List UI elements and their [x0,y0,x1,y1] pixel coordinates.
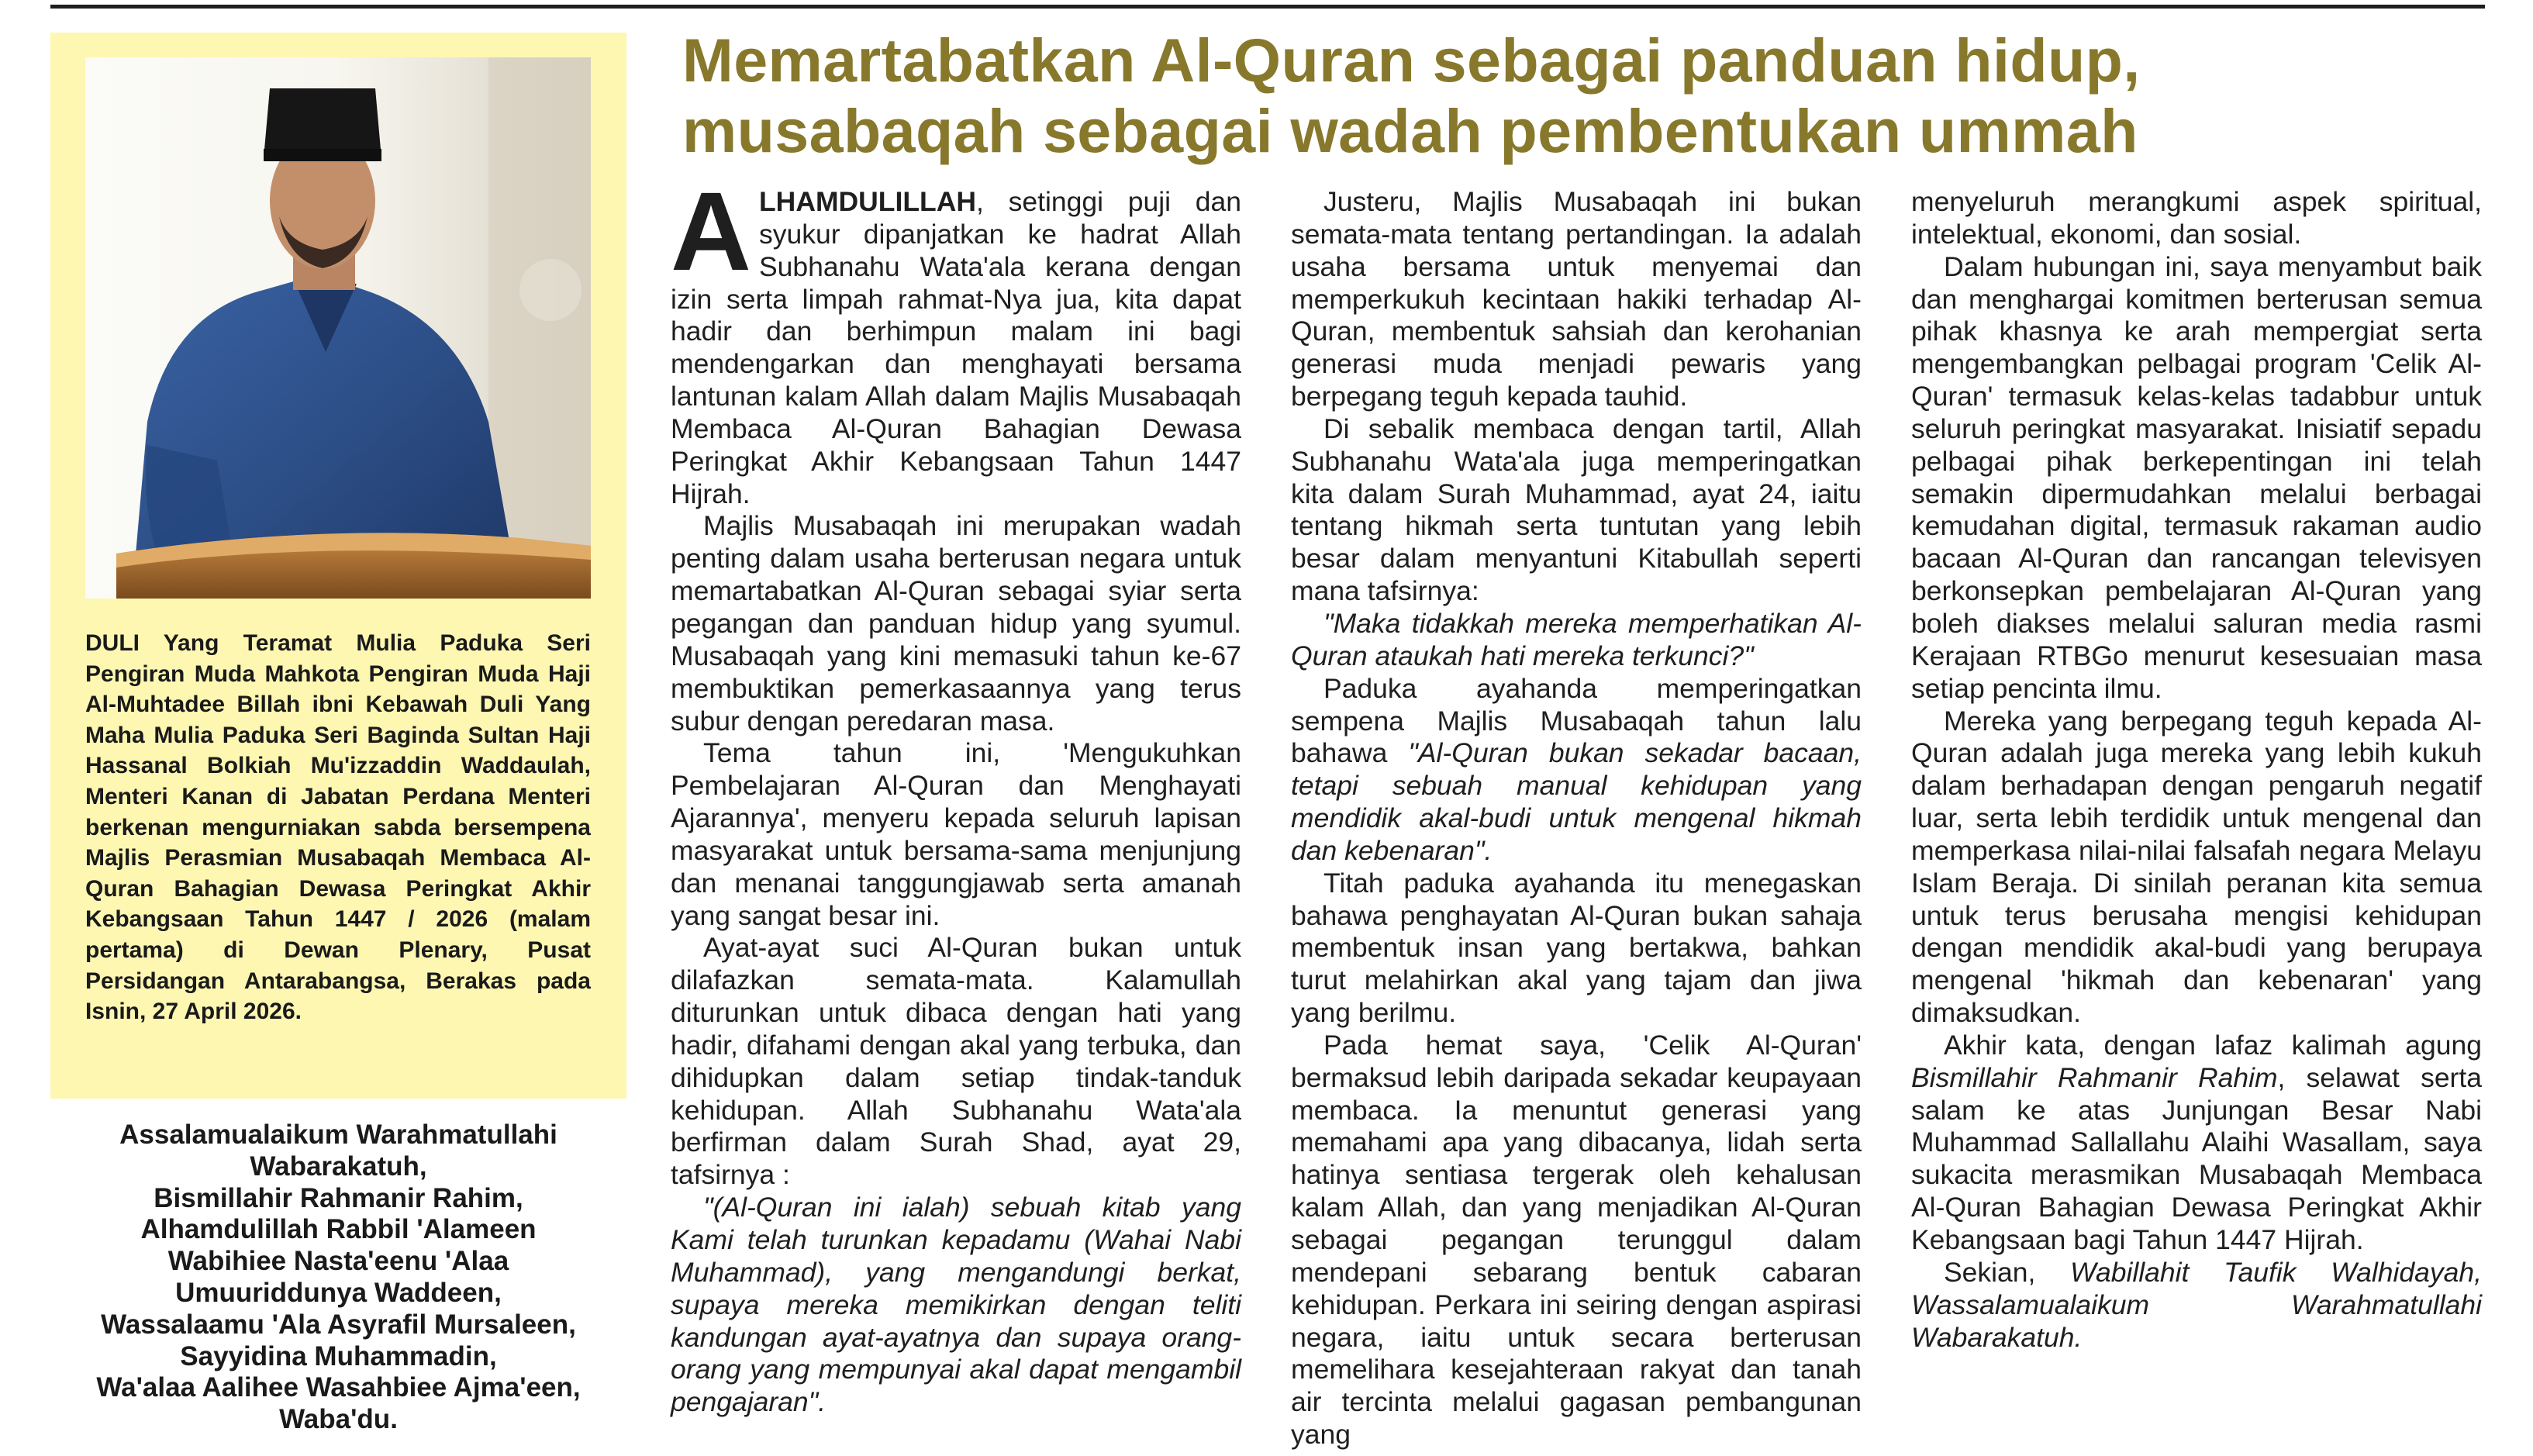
paragraph: Pada hemat saya, 'Celik Al-Quran' bermaksud lebih daripada sekadar keupayaan membaca. Ia menuntut generasi yang memahami apa yang dibacanya, lidah serta hatinya sentiasa tergerak oleh kehalusan kalam Allah, dan yang menjadikan Al-Quran sebagai pegangan terunggul dalam mendepani sebarang bentuk cabaran kehidupan. Perkara ini seiring dengan aspirasi negara, iaitu untuk secara berterusan memelihara kesejahteraan rakyat dan tanah air tercinta melalui gagasan pembangunan yang [1291,1029,1862,1451]
salutation-line: Wabarakatuh, [250,1151,427,1182]
quote: "(Al-Quran ini ialah) sebuah kitab yang Kami telah turunkan kepadamu (Wahai Nabi Muhammad), yang mengandungi berkat, supaya mereka memikirkan dengan teliti kandungan ayat-ayatnya dan supaya orang-orang yang mempunyai akal dapat mengambil pengajaran". [671,1192,1241,1418]
salutation-line: Waba'du. [279,1404,398,1435]
headline-line-2: musabaqah sebagai wadah pembentukan ummah [682,96,2138,165]
headline [682,25,2481,166]
quote: "Maka tidakkah mereka memperhatikan Al-Quran ataukah hati mereka terkunci?" [1291,607,1862,671]
paragraph: Akhir kata, dengan lafaz kalimah agung Bismillahir Rahmanir Rahim, selawat serta salam ke atas Junjungan Besar Nabi Muhammad Sallallahu Alaihi Wasallam, saya sukacita merasmikan Musabaqah Membaca Al-Quran Bahagian Dewasa Peringkat Akhir Kebangsaan bagi Tahun 1447 Hijrah. [1911,1029,2482,1255]
paragraph-continued: menyeluruh merangkumi aspek spiritual, intelektual, ekonomi, dan sosial. [1911,186,2482,250]
article-column-1 [671,169,1241,1419]
salutation-line: Wa'alaa Aalihee Wasahbiee Ajma'een, [96,1372,581,1403]
salutation-line: Wabihiee Nasta'eenu 'Alaa [167,1246,509,1277]
closing-paragraph: Sekian, Wabillahit Taufik Walhidayah, Wassalamualaikum Warahmatullahi Wabarakatuh. [1911,1256,2482,1353]
paragraph: Di sebalik membaca dengan tartil, Allah Subhanahu Wata'ala juga memperingatkan kita dalam Surah Muhammad, ayat 24, iaitu tentang hikmah serta tuntutan yang lebih besar dalam menyantuni Kitabullah seperti mana tafsirnya: [1291,412,1862,607]
article-column-3 [1911,186,2482,1354]
portrait-photo [85,57,591,599]
paragraph: Mereka yang berpegang teguh kepada Al-Quran adalah juga mereka yang lebih kukuh dalam berhadapan dengan pengaruh negatif luar, serta lebih terdidik untuk mengenal dan memperkasa nilai-nilai falsafah negara Melayu Islam Beraja. Di sinilah peranan kita semua untuk terus berusaha mengisi kehidupan dengan mendidik akal-budi yang berupaya mengenal 'hikmah dan kebenaran' yang dimaksudkan. [1911,705,2482,1029]
paragraph: Dalam hubungan ini, saya menyambut baik dan menghargai komitmen berterusan semua pihak khasnya ke arah mempergiat serta mengembangkan pelbagai program 'Celik Al-Quran' termasuk kelas-kelas tadabbur untuk seluruh peringkat masyarakat. Inisiatif sepadu pelbagai pihak berkepentingan ini telah semakin dipermudahkan melalui berbagai kemudahan digital, termasuk rakaman audio bacaan Al-Quran dan rancangan televisyen berkonsepkan pembelajaran Al-Quran yang boleh diakses melalui saluran media rasmi Kerajaan RTBGo menurut kesesuaian masa setiap pencinta ilmu. [1911,250,2482,704]
paragraph: Ayat-ayat suci Al-Quran bukan untuk dilafazkan semata-mata. Kalamullah diturunkan untuk dibaca dengan hati yang hadir, difahami dengan akal yang terbuka, dan dihidupkan dalam setiap tindak-tanduk kehidupan. Allah Subhanahu Wata'ala berfirman dalam Surah Shad, ayat 29, tafsirnya : [671,932,1241,1191]
salutation-line: Wassalaamu 'Ala Asyrafil Mursaleen, [101,1309,576,1340]
salutation-block [50,1120,626,1436]
salutation-line: Alhamdulillah Rabbil 'Alameen [140,1214,537,1245]
salutation-line: Bismillahir Rahmanir Rahim, [154,1182,523,1213]
paragraph: ALHAMDULILLAH, setinggi puji dan syukur dipanjatkan ke hadrat Allah Subhanahu Wata'ala kerana dengan izin serta limpah rahmat-Nya jua, kita dapat hadir dan berhimpun malam ini bagi mendengarkan dan menghayati bersama lantunan kalam Allah dalam Majlis Musabaqah Membaca Al-Quran Bahagian Dewasa Peringkat Akhir Kebangsaan Tahun 1447 Hijrah. [671,169,1241,509]
top-rule [50,5,2485,9]
paragraph: Titah paduka ayahanda itu menegaskan bahawa penghayatan Al-Quran bukan sahaja membentuk insan yang bertakwa, bahkan turut melahirkan akal yang tajam dan jiwa yang berilmu. [1291,867,1862,1029]
headline-line-1: Memartabatkan Al-Quran sebagai panduan hidup, [682,26,2141,95]
salutation-line: Assalamualaikum Warahmatullahi [119,1120,557,1150]
paragraph: Tema tahun ini, 'Mengukuhkan Pembelajaran Al-Quran dan Menghayati Ajarannya', menyeru kepada seluruh lapisan masyarakat untuk bersama-sama menjunjung dan menanai tanggungjawab serta amanah yang sangat besar ini. [671,737,1241,931]
paragraph: Paduka ayahanda memperingatkan sempena Majlis Musabaqah tahun lalu bahawa "Al-Quran bukan sekadar bacaan, tetapi sebuah manual kehidupan yang mendidik akal-budi untuk mengenal hikmah dan kebenaran". [1291,672,1862,866]
salutation-line: Umuuriddunya Waddeen, [175,1277,502,1308]
salutation-line: Sayyidina Muhammadin, [180,1340,497,1371]
lead-word: LHAMDULILLAH [759,186,976,217]
photo-sidebar [50,33,626,1099]
photo-caption: DULI Yang Teramat Mulia Paduka Seri Pengiran Muda Mahkota Pengiran Muda Haji Al-Muhtadee Billah ibni Kebawah Duli Yang Maha Mulia Paduka Seri Baginda Sultan Haji Hassanal Bolkiah Mu'izzaddin Waddaulah, Menteri Kanan di Jabatan Perdana Menteri berkenan mengurniakan sabda bersempena Majlis Perasmian Musabaqah Membaca Al-Quran Bahagian Dewasa Peringkat Akhir Kebangsaan Tahun 1447 / 2026 (malam pertama) di Dewan Plenary, Pusat Persidangan Antarabangsa, Berakas pada Isnin, 27 April 2026. [85,630,591,1025]
quote-inline: "Al-Quran bukan sekadar bacaan, tetapi sebuah manual kehidupan yang mendidik akal-budi untuk mengenal hikmah dan kebenaran". [1291,737,1862,866]
paragraph: Justeru, Majlis Musabaqah ini bukan semata-mata tentang pertandingan. Ia adalah usaha bersama untuk menyemai dan memperkukuh kecintaan hakiki terhadap Al-Quran, membentuk sahsiah dan kerohanian generasi muda menjadi pewaris yang berpegang teguh kepada tauhid. [1291,186,1862,412]
paragraph: Majlis Musabaqah ini merupakan wadah penting dalam usaha berterusan negara untuk memartabatkan Al-Quran sebagai syiar serta pegangan dan panduan hidup yang syumul. Musabaqah yang kini memasuki tahun ke-67 membuktikan pemerkasaannya yang terus subur dengan peredaran masa. [671,510,1241,737]
portrait-at-podium-icon [85,57,591,599]
article-column-2 [1291,186,1862,1451]
drop-cap: A [671,169,751,294]
